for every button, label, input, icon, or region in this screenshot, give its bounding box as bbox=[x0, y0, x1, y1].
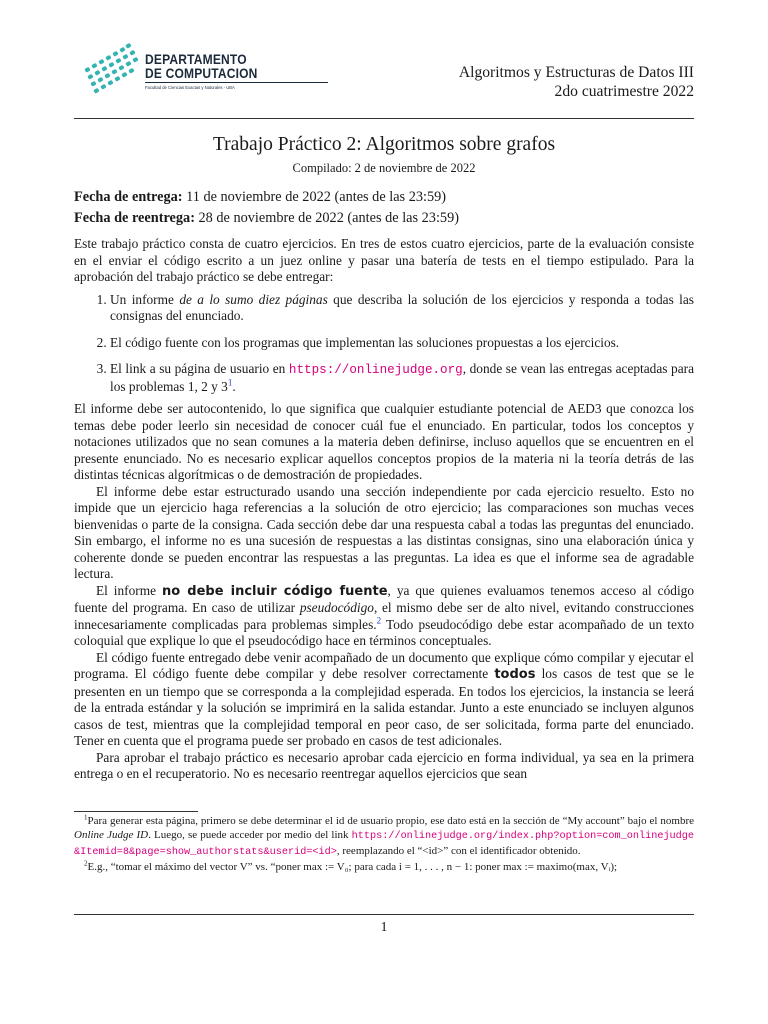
paragraph-codigo-fuente bbox=[74, 583, 694, 650]
deliverables-list bbox=[74, 292, 694, 396]
footnote-rule bbox=[74, 811, 198, 812]
footnote-text: , reemplazando el “<id>” con el identificador obtenido. bbox=[336, 845, 581, 857]
paragraph-compilacion bbox=[74, 650, 694, 750]
delivery-label: Fecha de entrega: bbox=[74, 189, 183, 205]
authorstats-link[interactable]: https://onlinejudge.org/index.php?option=com_onlinejudge&Itemid=8&page=show_authorstats&userid=<id> bbox=[74, 831, 695, 858]
paragraph-autocontenido: El informe debe ser autocontenido, lo que significa que cualquier estudiante potencial de AED3 que conozca los temas debe poder leerlo sin necesidad de conocer cuál fue el enunciado. En particular, todos los conceptos y notaciones utilizados que no sean comunes a la materia deben definirse, incluso aquellos que se encuentren en el presente enunciado. No es necesario explicar aquellos conceptos propios de la materia ni la teoría detrás de las distintas técnicas algorítmicas o de demostración de propiedades. bbox=[74, 401, 694, 482]
footnote-marker-1[interactable]: 1 bbox=[227, 377, 233, 388]
footnote-emphasis: Online Judge ID bbox=[74, 829, 149, 841]
list-item-text: que describa la solución de los ejercicios y responda a todas las consignas del enunciado. bbox=[110, 291, 694, 323]
header-rule bbox=[74, 118, 694, 119]
page-number: 1 bbox=[380, 920, 388, 935]
logo-line-1: DEPARTAMENTO bbox=[145, 51, 247, 67]
paragraph-text: Todo pseudocódigo debe estar acompañado de un texto coloquial que explique lo que el pseudocódigo hace en términos conceptuales. bbox=[74, 616, 694, 648]
list-item-emphasis: de a lo sumo diez páginas bbox=[179, 291, 328, 307]
redelivery-date bbox=[74, 208, 459, 229]
paragraph-estructura: El informe debe estar estructurado usando una sección independiente por cada ejercicio resuelto. Esto no impide que un ejercicio haga referencias a la solución de otro ejercicio; las comparaciones son muchas veces bienvenidas o parte de la consigna. Cada sección debe dar una respuesta cabal a todas las preguntas del enunciado. Sin embargo, el informe no es una sucesión de respuestas a las distintas consignas, sino una elaboración única y coherente donde se pueden encontrar las respuestas a las preguntas. La idea es que el informe sea de agradable lectura. bbox=[74, 483, 694, 581]
list-item-text: . bbox=[232, 378, 236, 394]
footnote-2 bbox=[74, 860, 694, 874]
list-item bbox=[110, 292, 694, 325]
due-dates bbox=[74, 187, 459, 229]
list-item bbox=[110, 335, 694, 352]
footnote-text: . Luego, se puede acceder por medio del link bbox=[148, 829, 352, 841]
paragraph-text: , el mismo debe ser de alto nivel, evitando construcciones innecesariamente complicadas para problemas simples. bbox=[74, 600, 694, 632]
footnote-number: 1 bbox=[84, 813, 88, 822]
list-item-text: El código fuente con los programas que implementan las soluciones propuestas a los ejercicios. bbox=[110, 334, 620, 350]
logo-divider bbox=[145, 82, 328, 83]
department-logo bbox=[80, 42, 280, 98]
onlinejudge-link[interactable]: https://onlinejudge.org bbox=[288, 363, 463, 377]
compiled-date: Compilado: 2 de noviembre de 2022 bbox=[292, 161, 476, 175]
list-item-text: El link a su página de usuario en bbox=[110, 361, 289, 376]
paragraph-emphasis: pseudocódigo bbox=[299, 600, 374, 615]
footer-rule bbox=[74, 914, 694, 915]
paragraph-text: los casos de test que se le presenten en un tiempo que se corresponda a la complejidad esperada. En todos los ejercicios, la instancia se leerá de la entrada estándar y la solución se imprimirá en la salida estandar. Junto a este enunciado se incluyen algunos casos de test, mientras que la complejidad temporal en peor caso, de ser solicitada, forma parte del enunciado. Tener en cuenta que el programa puede ser probado en casos de test adicionales. bbox=[74, 666, 694, 748]
paragraph-bold: todos bbox=[494, 667, 536, 682]
document-title: Trabajo Práctico 2: Algoritmos sobre grafos bbox=[212, 134, 556, 155]
list-item bbox=[110, 361, 694, 395]
course-name: Algoritmos y Estructuras de Datos III bbox=[458, 64, 694, 81]
course-term: 2do cuatrimestre 2022 bbox=[554, 82, 694, 100]
footnotes bbox=[74, 814, 694, 874]
paragraph-text: El informe bbox=[96, 582, 162, 598]
redelivery-label: Fecha de reentrega: bbox=[74, 210, 195, 226]
course-header bbox=[459, 64, 694, 101]
list-item-text: , donde se vean las entregas aceptadas para los problemas 1, 2 y 3 bbox=[110, 361, 694, 394]
list-item-text: Un informe bbox=[110, 291, 180, 307]
logo-line-2: DE COMPUTACION bbox=[145, 65, 258, 81]
footnote-text: Para generar esta página, primero se debe determinar el id de usuario propio, ese dato está en la sección de “My account” bajo el nombre bbox=[87, 815, 694, 827]
paragraph-text: , ya que quienes evaluamos tenemos acceso al código fuente del programa. En caso de utilizar bbox=[74, 582, 694, 615]
delivery-date bbox=[74, 187, 459, 208]
logo-dots-icon bbox=[80, 42, 140, 98]
footnote-1 bbox=[74, 814, 694, 860]
paragraph-text: El código fuente entregado debe venir acompañado de un documento que explique cómo compilar y ejecutar el programa. El código fuente debe compilar y debe resolver correctamente bbox=[74, 649, 694, 681]
footnote-number: 2 bbox=[84, 859, 88, 868]
body-text bbox=[74, 236, 694, 783]
redelivery-value: 28 de noviembre de 2022 (antes de las 23:59) bbox=[194, 210, 459, 226]
paragraph-aprobacion: Para aprobar el trabajo práctico es necesario aprobar cada ejercicio en forma individual, ya sea en la primera entrega o en el recuperatorio. No es necesario reentregar aquellos ejercicios que sean bbox=[74, 749, 694, 781]
delivery-value: 11 de noviembre de 2022 (antes de las 23:59) bbox=[182, 189, 447, 205]
logo-subtitle: Facultad de Ciencias Exactas y Naturales - UBA bbox=[145, 85, 235, 90]
paragraph-bold: no debe incluir código fuente bbox=[161, 583, 388, 599]
intro-paragraph: Este trabajo práctico consta de cuatro ejercicios. En tres de estos cuatro ejercicios, parte de la evaluación consiste en el enviar el código escrito a un juez online y pasar una batería de tests en el tiempo estipulado. Para la aprobación del trabajo práctico se debe entregar: bbox=[74, 236, 694, 284]
footnote-text: E.g., “tomar el máximo del vector V” vs. “poner max := V₀; para cada i = 1, . . . , n − 1: poner max := maximo(max, Vᵢ); bbox=[87, 861, 618, 873]
footnote-marker-2[interactable]: 2 bbox=[376, 615, 382, 626]
